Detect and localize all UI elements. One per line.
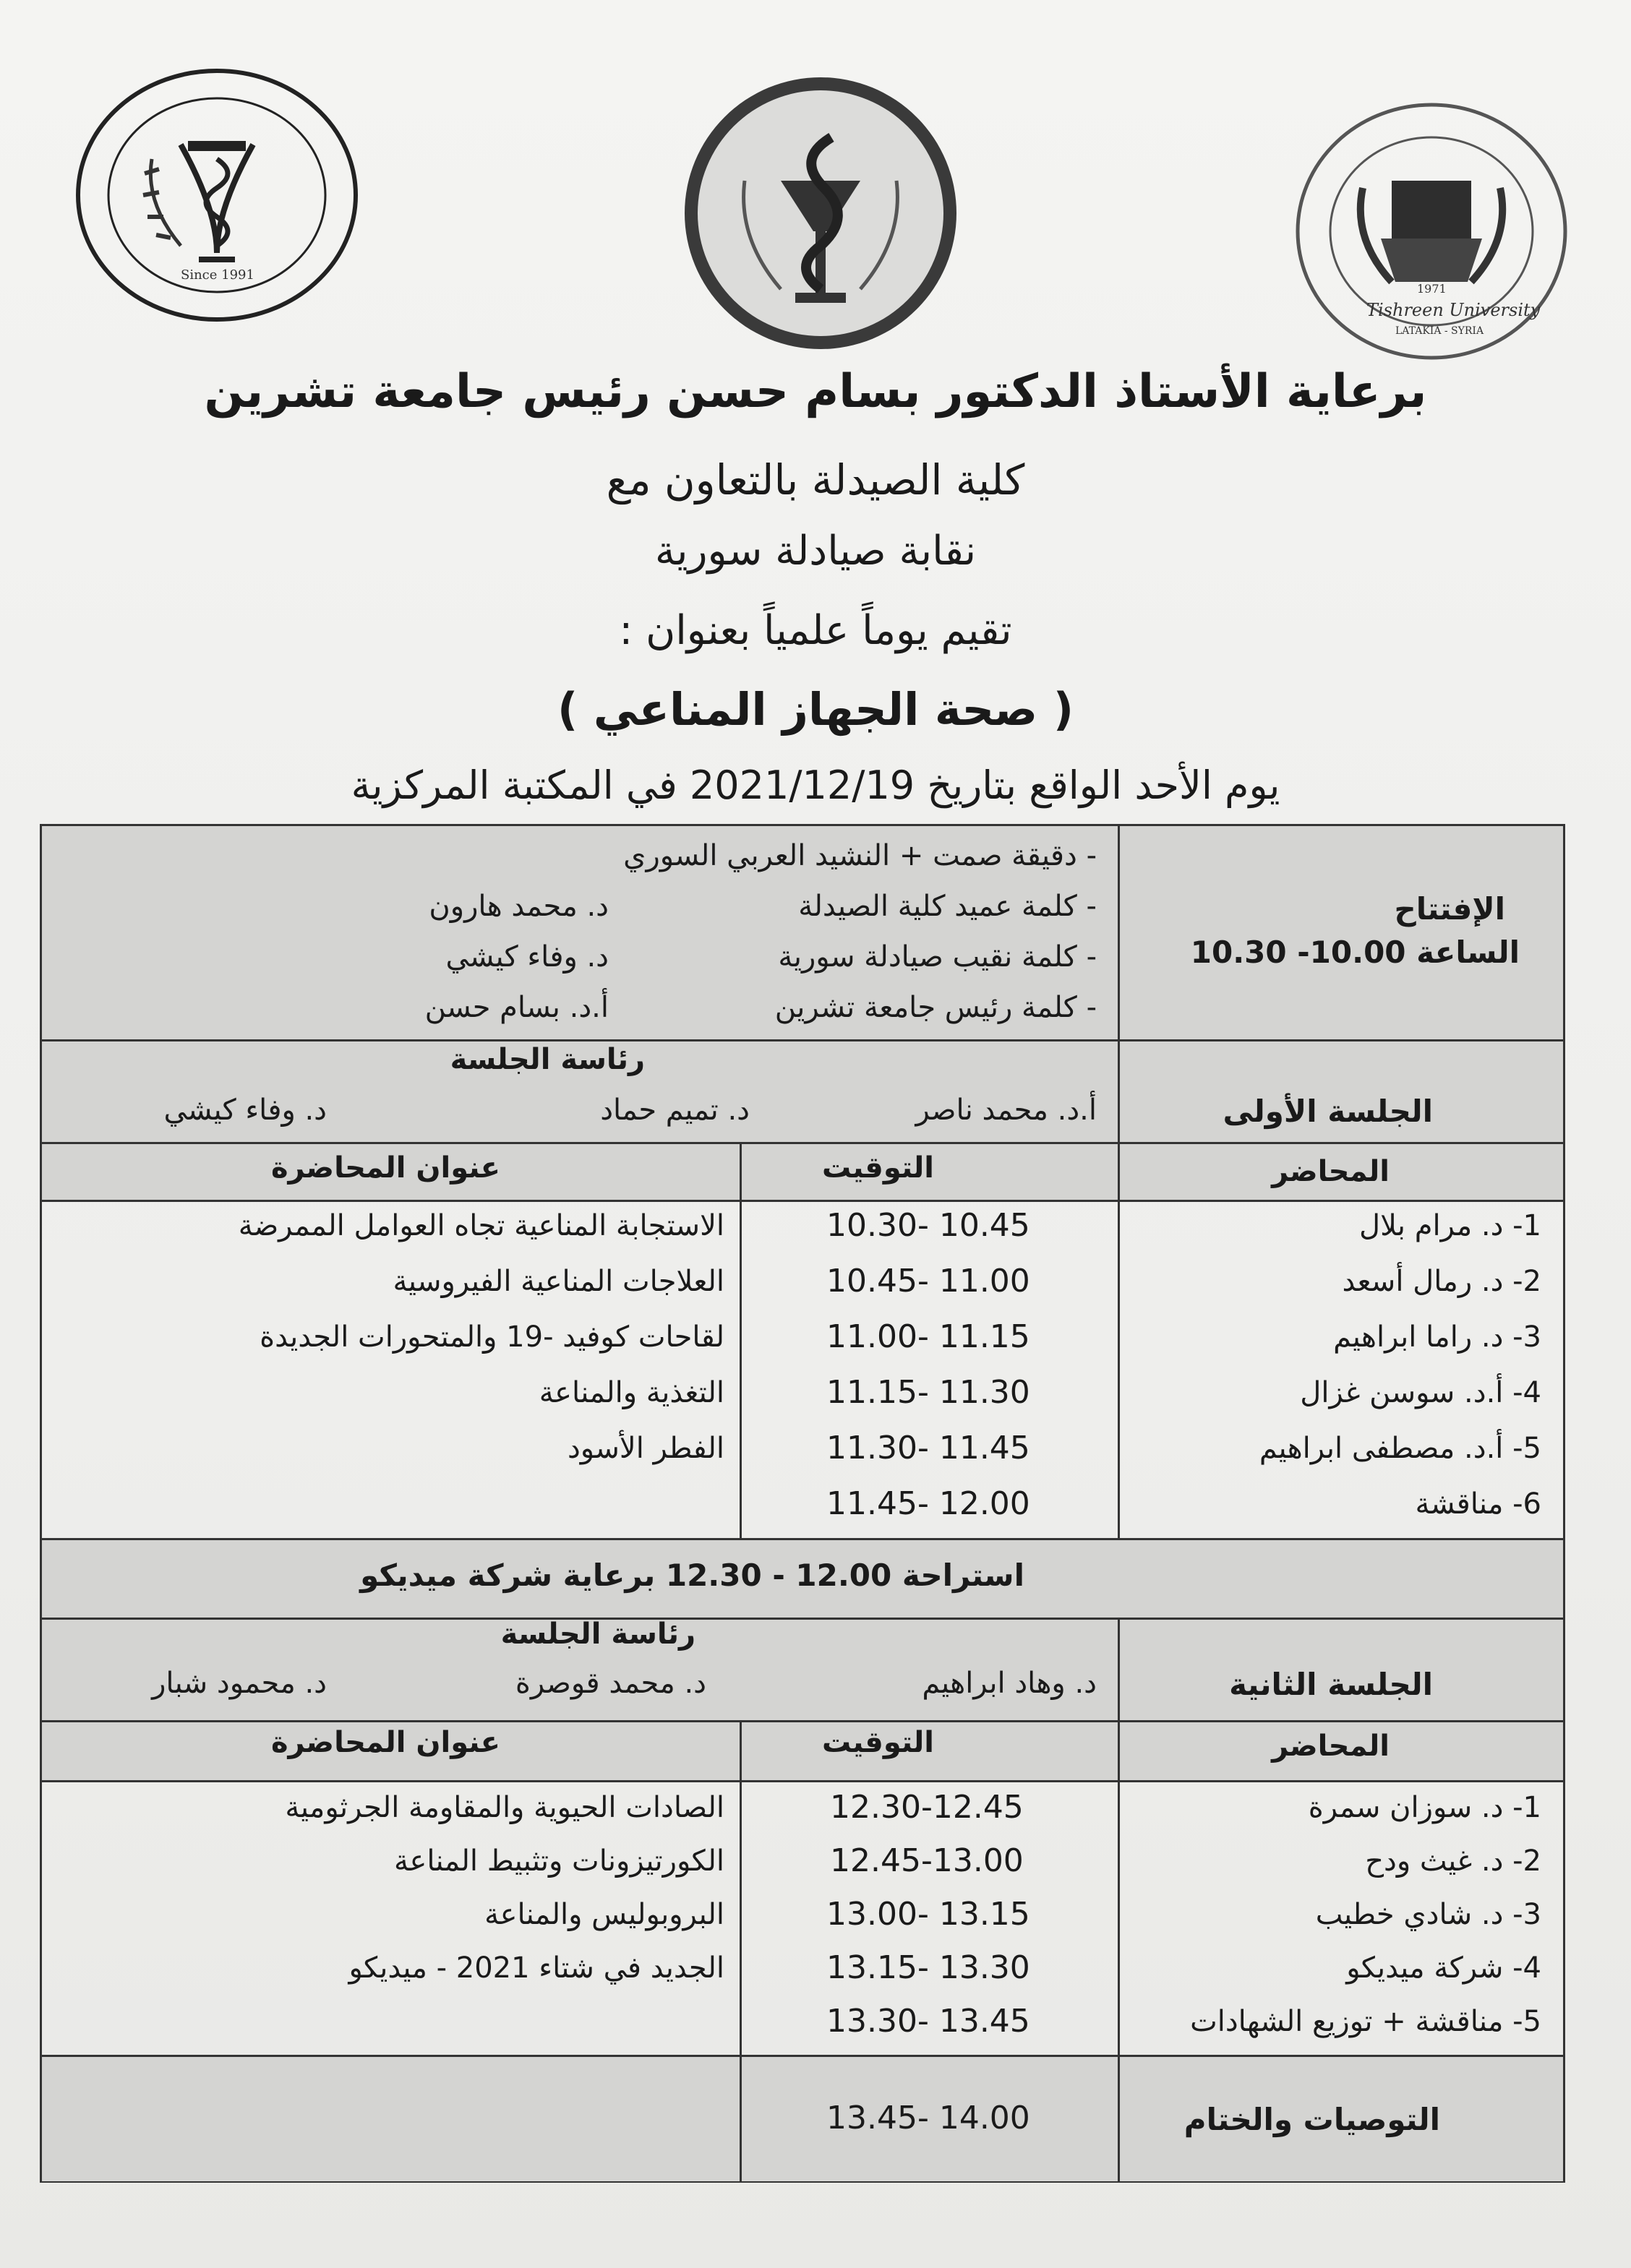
session1-chair: د. تميم حماد [600,1094,750,1127]
session1-speaker: 2- د. رمال أسعد [1342,1265,1541,1298]
session2-chair: د. محمد قوصرة [515,1667,706,1700]
session2-col-time: التوقيت [822,1726,934,1759]
opening-label: الإفتتاح [1394,891,1505,927]
session1-time: 11.30- 11.45 [826,1430,1030,1466]
session2-title: البروبوليس والمناعة [484,1898,724,1931]
tishreen-university-logo [1294,101,1569,361]
session2-col-title: عنوان المحاضرة [270,1726,500,1759]
session2-speaker: 3- د. شادي خطيب [1315,1898,1541,1931]
session1-title: الفطر الأسود [567,1432,724,1465]
closing-time: 13.45- 14.00 [826,2100,1030,2136]
opening-time: الساعة 10.00- 10.30 [1190,935,1520,970]
opening-item: - كلمة عميد كلية الصيدلة [798,890,1097,923]
logo-right-place: LATAKIA - SYRIA [1395,325,1484,337]
session1-time: 11.00- 11.15 [826,1318,1030,1355]
session1-time: 11.45- 12.00 [826,1485,1030,1522]
session1-speaker: 6- مناقشة [1415,1487,1541,1521]
session1-title: لقاحات كوفيد -19 والمتحورات الجديدة [260,1320,724,1354]
event-title: ( صحة الجهاز المناعي ) [557,683,1074,736]
opening-item: - دقيقة صمت + النشيد العربي السوري [623,839,1097,872]
presents-line: تقيم يوماً علمياً بعنوان : [619,607,1012,654]
opening-person: أ.د. بسام حسن [424,991,609,1024]
faculty-line: كلية الصيدلة بالتعاون مع [606,455,1025,504]
session2-speaker: 2- د. غيث ودح [1365,1844,1541,1878]
syndicate-line: نقابة صيادلة سورية [654,528,977,575]
opening-person: د. محمد هارون [429,890,609,923]
session2-time: 13.30- 13.45 [826,2003,1030,2040]
date-place-line: يوم الأحد الواقع بتاريخ 2021/12/19 في المكتبة المركزية [351,763,1280,808]
session2-speaker: 5- مناقشة + توزيع الشهادات [1190,2005,1541,2038]
session1-speaker: 1- د. مرام بلال [1359,1209,1541,1242]
opening-person: د. وفاء كيشي [445,940,609,974]
session1-time: 10.30- 10.45 [826,1207,1030,1244]
session2-speaker: 1- د. سوزان سمرة [1308,1791,1541,1824]
session2-title: الجديد في شتاء 2021 - ميديكو [348,1951,724,1985]
session2-title: الصادات الحيوية والمقاومة الجرثومية [285,1791,724,1824]
session1-col-title: عنوان المحاضرة [270,1151,500,1185]
session2-title: الكورتيزونات وتثبيط المناعة [394,1844,724,1878]
break-text: استراحة 12.00 - 12.30 برعاية شركة ميديكو [360,1558,1024,1593]
logo-right-year: 1971 [1417,282,1447,296]
session2-time: 13.00- 13.15 [826,1896,1030,1933]
session2-speaker: 4- شركة ميديكو [1346,1951,1541,1985]
session2-chair: د. محمود شبار [152,1667,327,1700]
session1-label: الجلسة الأولى [1223,1094,1433,1129]
session1-chair: د. وفاء كيشي [163,1094,327,1127]
session1-speaker: 3- د. راما ابراهيم [1333,1320,1541,1354]
faculty-of-pharmacy-logo [72,65,361,325]
logo-left-since: Since 1991 [181,267,254,283]
session2-col-speaker: المحاضر [1272,1730,1390,1763]
session1-col-speaker: المحاضر [1272,1155,1390,1188]
session2-chair-label: رئاسة الجلسة [500,1618,695,1651]
session1-title: التغذية والمناعة [539,1376,724,1409]
session1-title: الاستجابة المناعية تجاه العوامل الممرضة [238,1209,724,1242]
logo-right-english: Tishreen University [1366,300,1541,320]
session1-title: العلاجات المناعية الفيروسية [393,1265,724,1298]
session1-chair-label: رئاسة الجلسة [450,1043,645,1076]
session1-chair: أ.د. محمد ناصر [915,1094,1097,1127]
opening-item: - كلمة رئيس جامعة تشرين [774,991,1097,1024]
patron-line: برعاية الأستاذ الدكتور بسام حسن رئيس جامعة تشرين [204,365,1427,418]
program-table [40,824,1565,2183]
session1-speaker: 4- أ.د. سوسن غزال [1300,1376,1541,1409]
session1-time: 11.15- 11.30 [826,1374,1030,1411]
session2-time: 12.45-13.00 [830,1842,1024,1879]
session2-time: 13.15- 13.30 [826,1949,1030,1986]
session1-time: 10.45- 11.00 [826,1263,1030,1300]
session1-speaker: 5- أ.د. مصطفى ابراهيم [1259,1432,1541,1465]
session1-col-time: التوقيت [822,1151,934,1185]
pharmacists-syndicate-logo [680,72,962,354]
opening-item: - كلمة نقيب صيادلة سورية [778,940,1097,974]
session2-label: الجلسة الثانية [1229,1667,1433,1702]
session2-chair: د. وهاد ابراهيم [922,1667,1097,1700]
session2-time: 12.30-12.45 [830,1789,1024,1826]
closing-label: التوصيات والختام [1183,2102,1440,2137]
